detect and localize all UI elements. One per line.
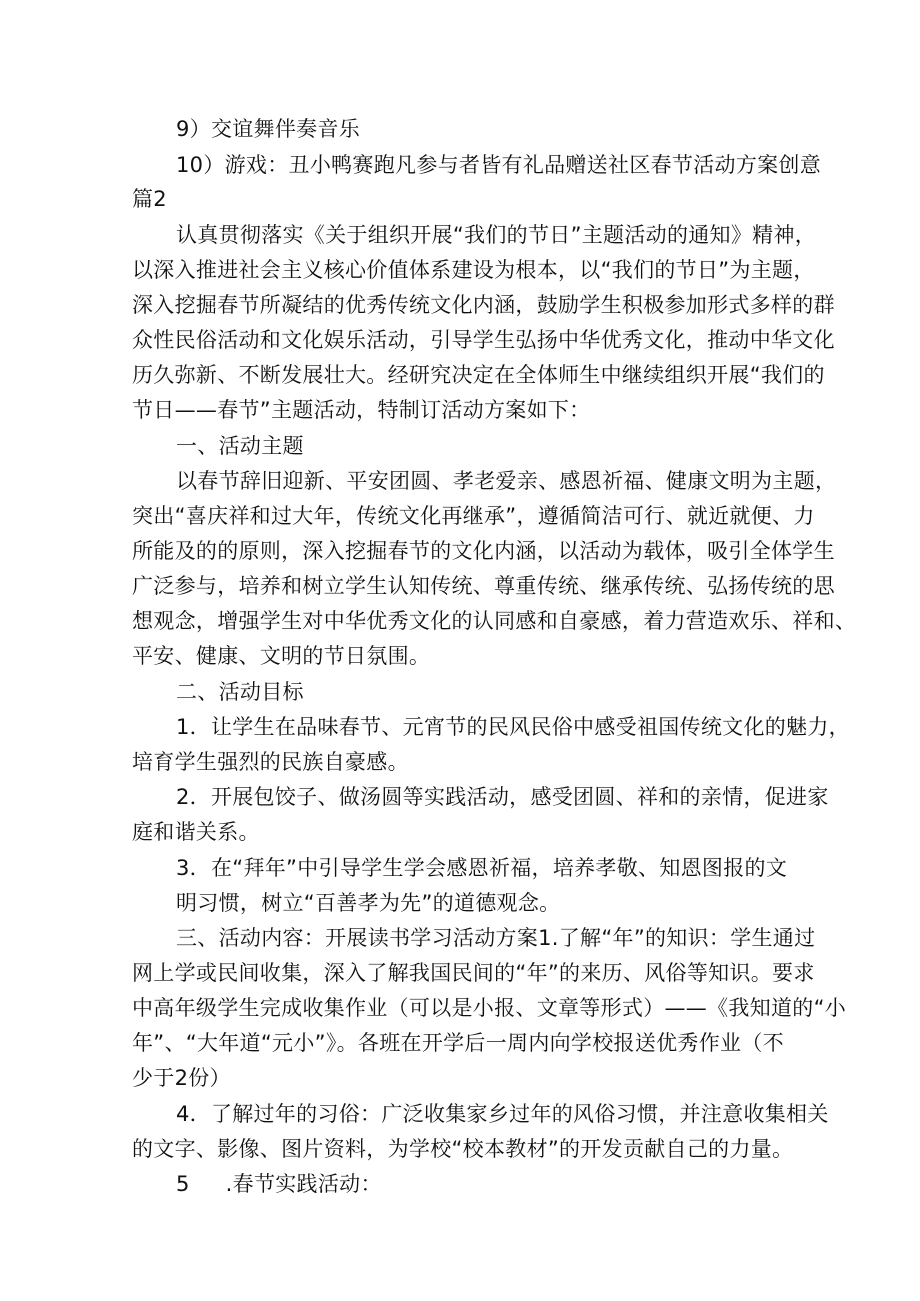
- list-item-line: 培育学生强烈的民族自豪感。: [132, 750, 409, 774]
- list-item-line: [176, 1171, 382, 1197]
- paragraph-line: 以深入推进社会主义核心价值体系建设为根本，以“我们的节日”为主题，: [132, 258, 815, 282]
- text-line: 9）交谊舞伴奏音乐: [176, 117, 361, 141]
- section-heading: 二、活动目标: [176, 680, 304, 704]
- paragraph-line: 众性民俗活动和文化娱乐活动，引导学生弘扬中华优秀文化，推动中华文化: [132, 328, 835, 352]
- paragraph-line: 节日——春节”主题活动，特制订活动方案如下：: [132, 398, 591, 422]
- list-item-text: .春节实践活动：: [225, 1172, 382, 1196]
- paragraph-line: 网上学或民间收集，深入了解我国民间的“年”的来历、风俗等知识。要求: [132, 961, 815, 985]
- list-item-line: 庭和谐关系。: [132, 820, 260, 844]
- list-item-line: 明习惯，树立“百善孝为先”的道德观念。: [176, 891, 561, 915]
- paragraph-line: 深入挖掘春节所凝结的优秀传统文化内涵，鼓励学生积极参加形式多样的群: [132, 293, 835, 317]
- list-item-line: 4．了解过年的习俗：广泛收集家乡过年的风俗习惯，并注意收集相关: [176, 1102, 829, 1126]
- list-number: 5: [176, 1172, 190, 1196]
- list-item-line: 的文字、影像、图片资料，为学校“校本教材”的开发贡献自己的力量。: [132, 1137, 794, 1161]
- paragraph-line: 所能及的的原则，深入挖掘春节的文化内涵，以活动为载体，吸引全体学生: [132, 539, 835, 563]
- paragraph-line: 年”、“大年道“元小”》。各班在开学后一周内向学校报送优秀作业（不: [132, 1031, 784, 1055]
- section-heading: 三、活动内容：开展读书学习活动方案1.了解“年”的知识：学生通过: [176, 926, 816, 950]
- paragraph-line: 广泛参与，培养和树立学生认知传统、尊重传统、继承传统、弘扬传统的思: [132, 574, 835, 598]
- paragraph-line: 认真贯彻落实《关于组织开展“我们的节日”主题活动的通知》精神，: [176, 223, 817, 247]
- list-item-line: 1．让学生在品味春节、元宵节的民风民俗中感受祖国传统文化的魅力，: [176, 715, 850, 739]
- list-item-line: 3．在“拜年”中引导学生学会感恩祈福，培养孝敬、知恩图报的文: [176, 856, 788, 880]
- paragraph-line: 突出“喜庆祥和过大年，传统文化再继承”，遵循简洁可行、就近就便、力: [132, 504, 815, 528]
- text-line: 篇2: [132, 187, 167, 211]
- paragraph-line: 少于2份）: [132, 1066, 231, 1090]
- paragraph-line: 历久弥新、不断发展壮大。经研究决定在全体师生中继续组织开展“我们的: [132, 363, 825, 387]
- text-line: 10）游戏：丑小鸭赛跑凡参与者皆有礼品赠送社区春节活动方案创意: [176, 153, 822, 177]
- paragraph-line: 平安、健康、文明的节日氛围。: [132, 644, 431, 668]
- paragraph-line: 中高年级学生完成收集作业（可以是小报、文章等形式）——《我知道的“小: [132, 996, 847, 1020]
- section-heading: 一、活动主题: [176, 434, 304, 458]
- paragraph-line: 想观念，增强学生对中华优秀文化的认同感和自豪感，着力营造欢乐、祥和、: [132, 609, 857, 633]
- list-item-line: 2．开展包饺子、做汤圆等实践活动，感受团圆、祥和的亲情，促进家: [176, 785, 829, 809]
- paragraph-line: 以春节辞旧迎新、平安团圆、孝老爱亲、感恩祈福、健康文明为主题，: [176, 469, 837, 493]
